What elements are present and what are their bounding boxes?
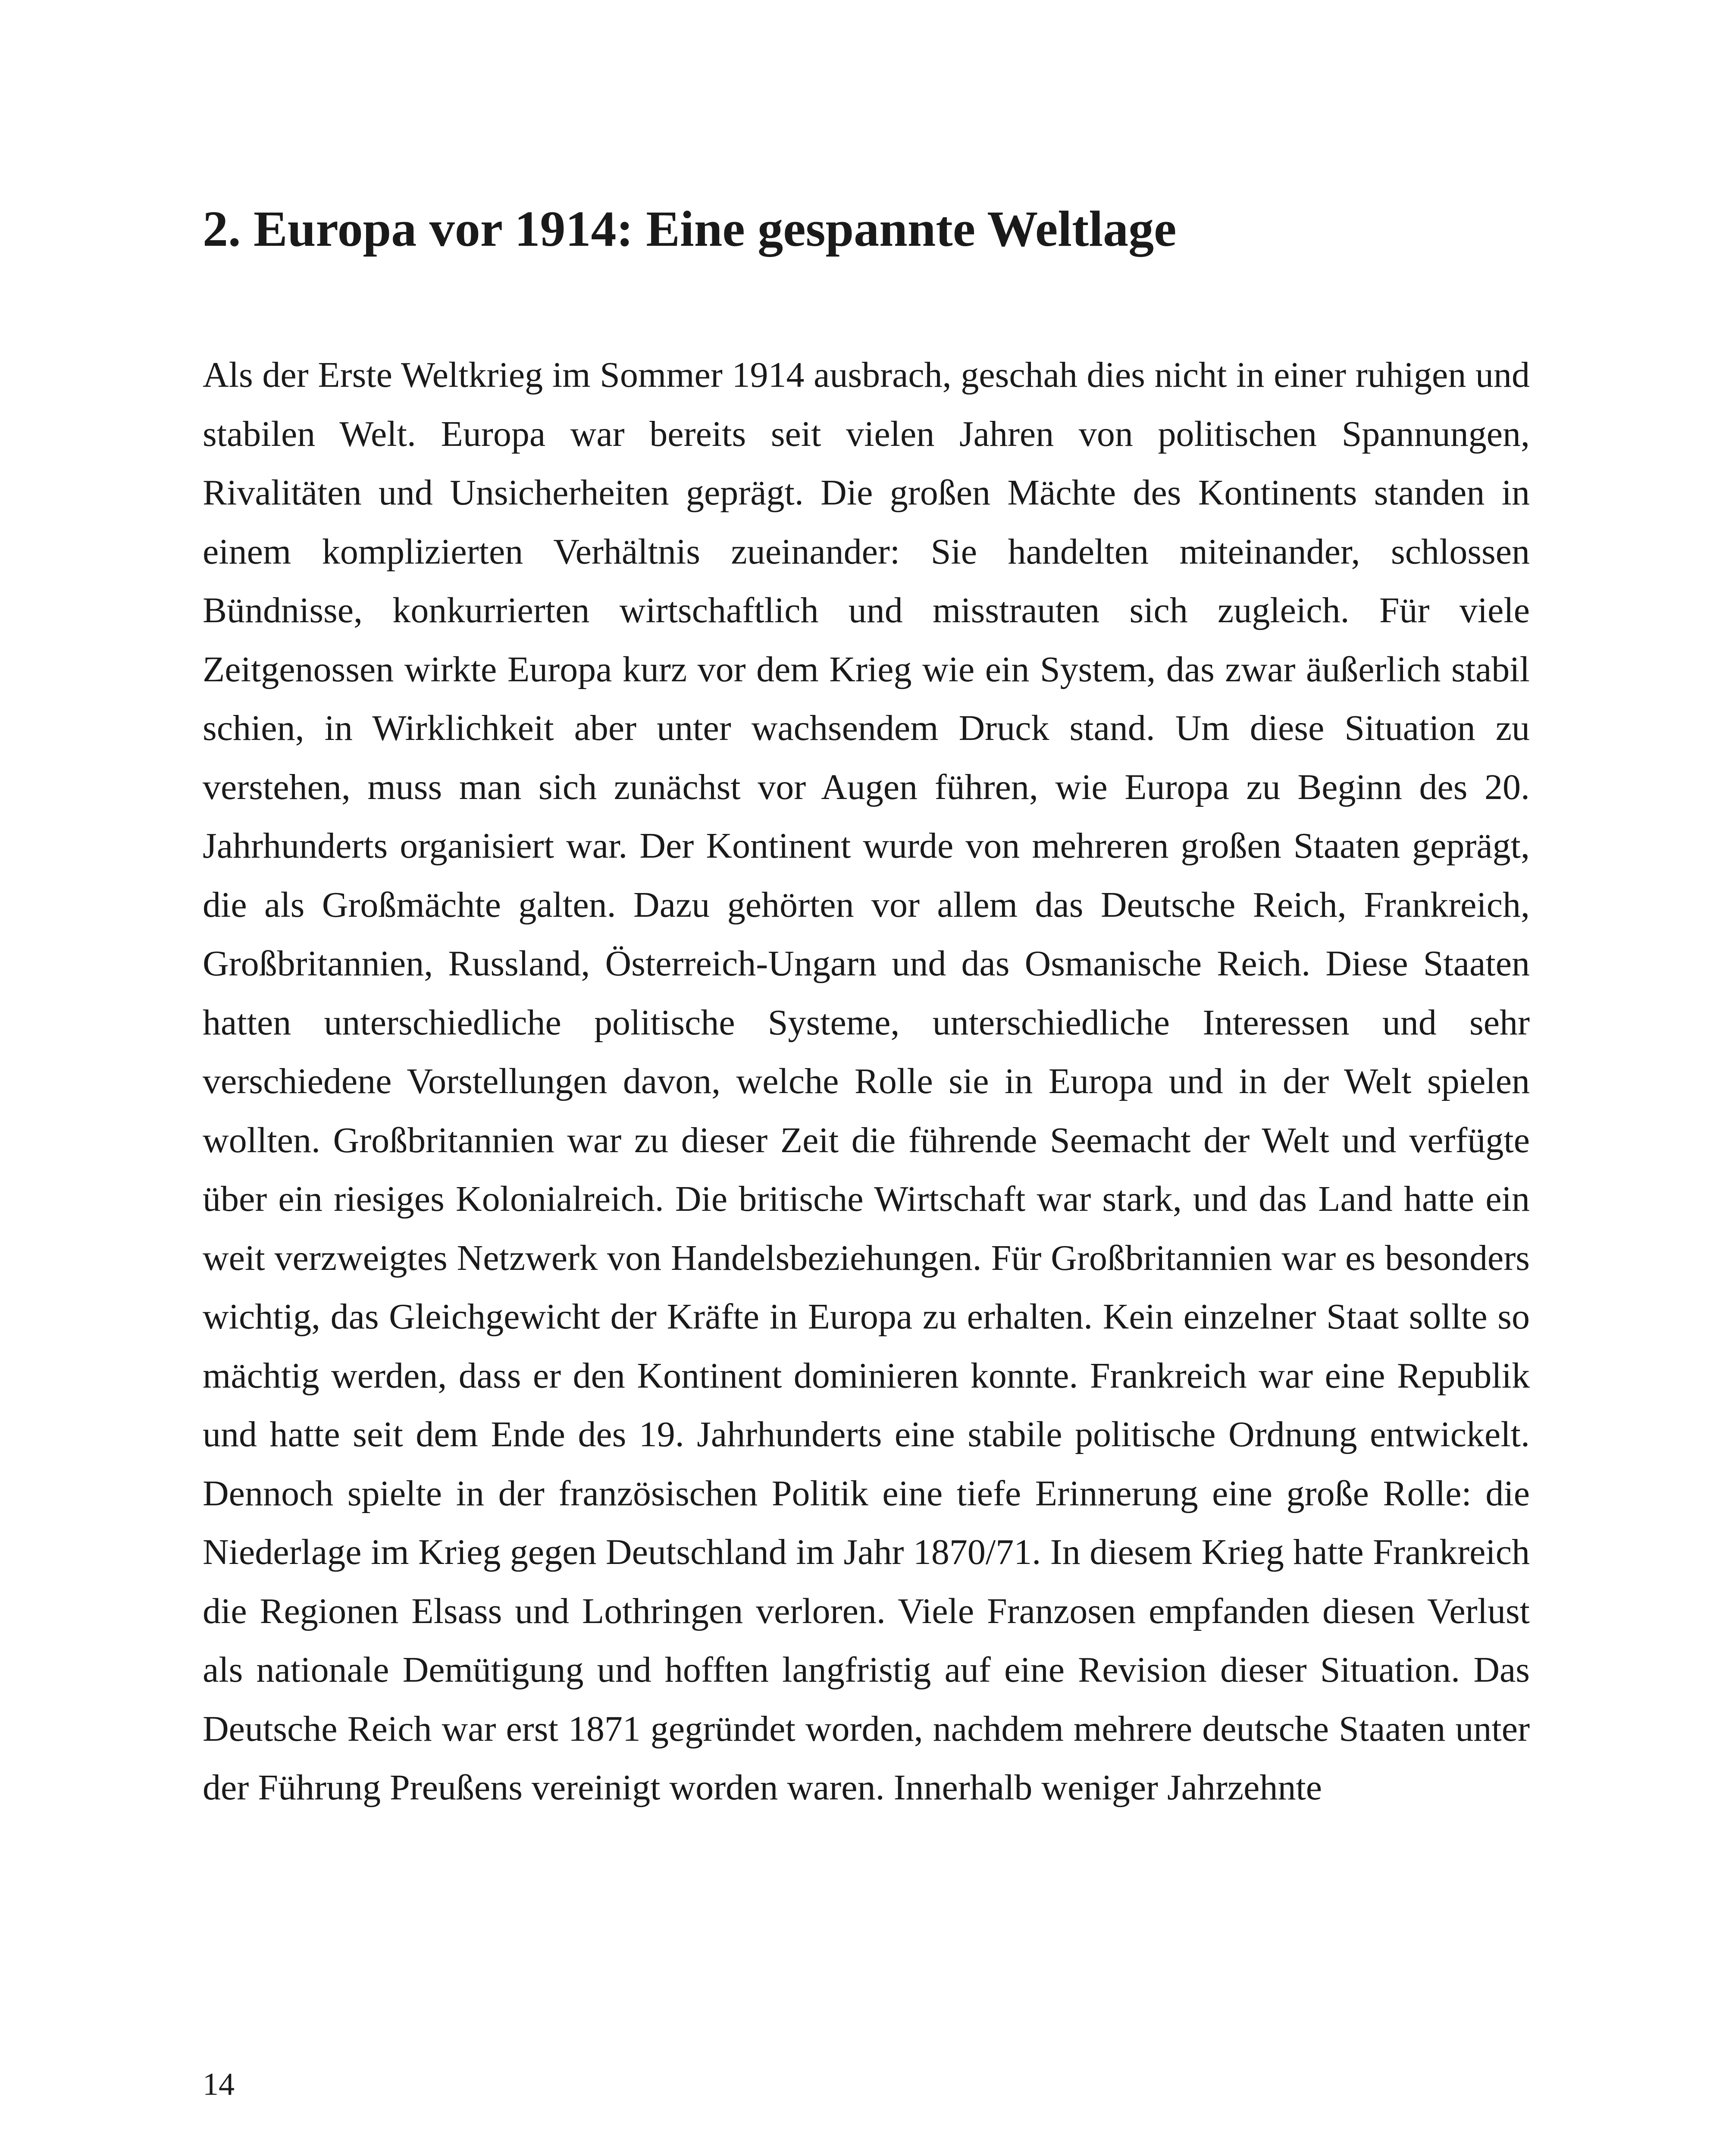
- chapter-heading: 2. Europa vor 1914: Eine gespannte Weltlage: [203, 201, 1177, 257]
- body-paragraph: Als der Erste Weltkrieg im Sommer 1914 ausbrach, geschah dies nicht in einer ruhigen und stabilen Welt. Europa war bereits seit vielen Jahren von politischen Spannungen, Rivalitäten und Unsicherheiten geprägt. Die großen Mächte des Kontinents standen in einem komplizierten Verhältnis zueinander: Sie handelten miteinander, schlossen Bündnisse, konkurrierten wirtschaftlich und misstrauten sich zugleich. Für viele Zeitgenossen wirkte Europa kurz vor dem Krieg wie ein System, das zwar äußerlich stabil schien, in Wirklichkeit aber unter wachsendem Druck stand. Um diese Situation zu verstehen, muss man sich zunächst vor Augen führen, wie Europa zu Beginn des 20. Jahrhunderts organisiert war. Der Kontinent wurde von mehreren großen Staaten geprägt, die als Großmächte galten. Dazu gehörten vor allem das Deutsche Reich, Frankreich, Großbritannien, Russland, Österreich-Ungarn und das Osmanische Reich. Diese Staaten hatten unterschiedliche politische Systeme, unterschiedliche Interessen und sehr verschiedene Vorstellungen davon, welche Rolle sie in Europa und in der Welt spielen wollten. Großbritannien war zu dieser Zeit die führende Seemacht der Welt und verfügte über ein riesiges Kolonialreich. Die britische Wirtschaft war stark, und das Land hatte ein weit verzweigtes Netzwerk von Handelsbeziehungen. Für Großbritannien war es besonders wichtig, das Gleichgewicht der Kräfte in Europa zu erhalten. Kein einzelner Staat sollte so mächtig werden, dass er den Kontinent dominieren konnte. Frankreich war eine Republik und hatte seit dem Ende des 19. Jahrhunderts eine stabile politische Ordnung entwickelt. Dennoch spielte in der französischen Politik eine tiefe Erinnerung eine große Rolle: die Niederlage im Krieg gegen Deutschland im Jahr 1870/71. In diesem Krieg hatte Frankreich die Regionen Elsass und Lothringen verloren. Viele Franzosen empfanden diesen Verlust als nationale Demütigung und hofften langfristig auf eine Revision dieser Situation. Das Deutsche Reich war erst 1871 gegründet worden, nachdem mehrere deutsche Staaten unter der Führung Preußens vereinigt worden waren. Innerhalb weniger Jahrzehnte: [203, 355, 1530, 1808]
- page-number: 14: [203, 2067, 235, 2102]
